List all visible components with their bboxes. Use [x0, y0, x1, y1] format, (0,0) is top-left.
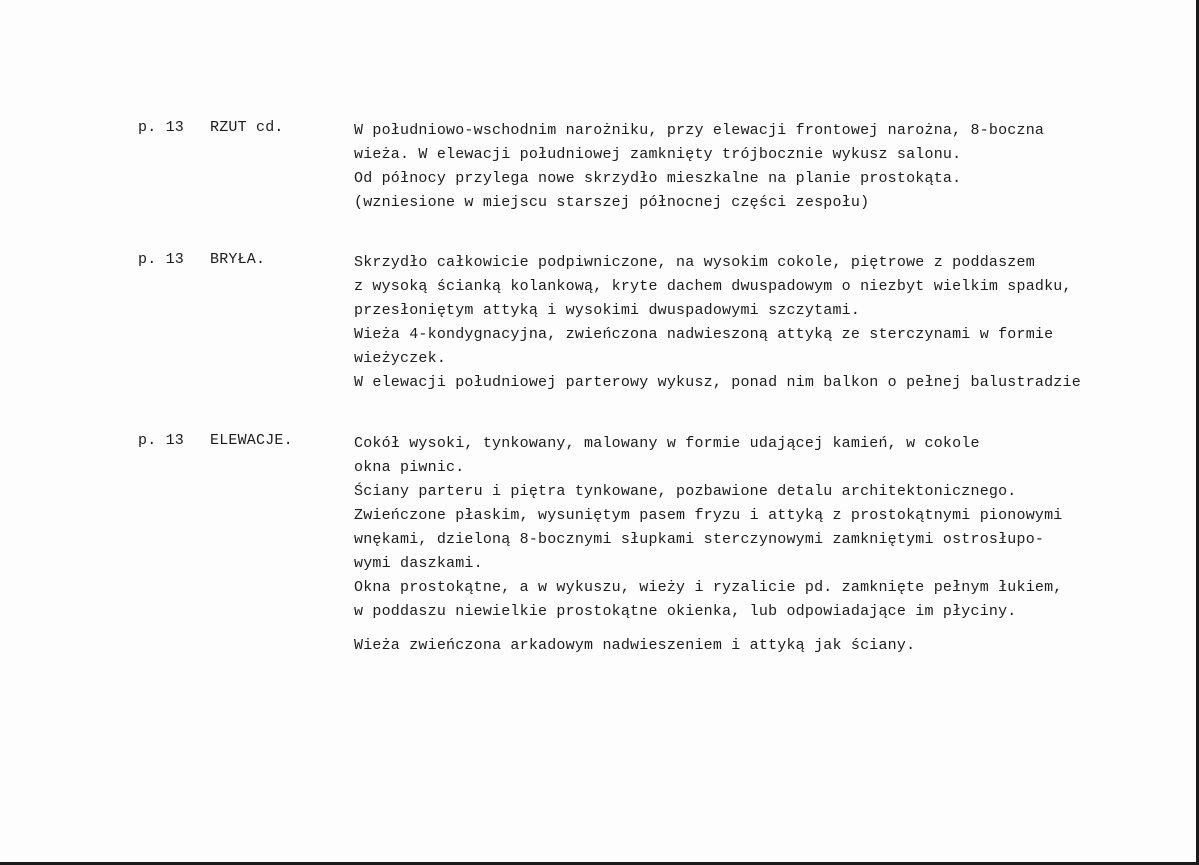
page-reference: p. 13	[138, 251, 185, 268]
section-text	[354, 251, 1174, 395]
text-line: wymi daszkami.	[354, 555, 483, 572]
text-line: Cokół wysoki, tynkowany, malowany w formie udającej kamień, w cokole	[354, 435, 980, 452]
section-heading: BRYŁA.	[210, 251, 266, 268]
text-line: wnękami, dzieloną 8-bocznymi słupkami sterczynowymi zamkniętymi ostrosłupo-	[354, 531, 1045, 548]
text-line: W południowo-wschodnim narożniku, przy elewacji frontowej narożna, 8-boczna	[354, 122, 1045, 139]
text-line: Skrzydło całkowicie podpiwniczone, na wysokim cokole, piętrowe z poddaszem	[354, 254, 1035, 271]
text-line: Od północy przylega nowe skrzydło mieszkalne na planie prostokąta.	[354, 170, 962, 187]
text-line: w poddaszu niewielkie prostokątne okienka, lub odpowiadające im płyciny.	[354, 603, 1017, 620]
text-line: okna piwnic.	[354, 459, 465, 476]
section-heading: ELEWACJE.	[210, 432, 293, 449]
text-line: wieża. W elewacji południowej zamknięty trójbocznie wykusz salonu.	[354, 146, 962, 163]
text-line: Ściany parteru i piętra tynkowane, pozbawione detalu architektonicznego.	[354, 483, 1017, 500]
page-reference: p. 13	[138, 119, 185, 136]
text-line: Okna prostokątne, a w wykuszu, wieży i ryzalicie pd. zamknięte pełnym łukiem,	[354, 579, 1063, 596]
text-line: przesłoniętym attyką i wysokimi dwuspadowymi szczytami.	[354, 302, 861, 319]
section-heading: RZUT cd.	[210, 119, 284, 136]
text-line: Wieża zwieńczona arkadowym nadwieszeniem i attyką jak ściany.	[354, 637, 916, 654]
text-line: z wysoką ścianką kolankową, kryte dachem dwuspadowym o niezbyt wielkim spadku,	[354, 278, 1072, 295]
page-reference: p. 13	[138, 432, 185, 449]
text-line: Wieża 4-kondygnacyjna, zwieńczona nadwieszoną attyką ze sterczynami w formie	[354, 326, 1054, 343]
text-line: wieżyczek.	[354, 350, 447, 367]
section-text	[354, 432, 1174, 658]
text-line: (wzniesione w miejscu starszej północnej części zespołu)	[354, 194, 870, 211]
text-line: W elewacji południowej parterowy wykusz, ponad nim balkon o pełnej balustradzie	[354, 374, 1081, 391]
text-line: Zwieńczone płaskim, wysuniętym pasem fryzu i attyką z prostokątnymi pionowymi	[354, 507, 1063, 524]
section-text	[354, 119, 1174, 215]
